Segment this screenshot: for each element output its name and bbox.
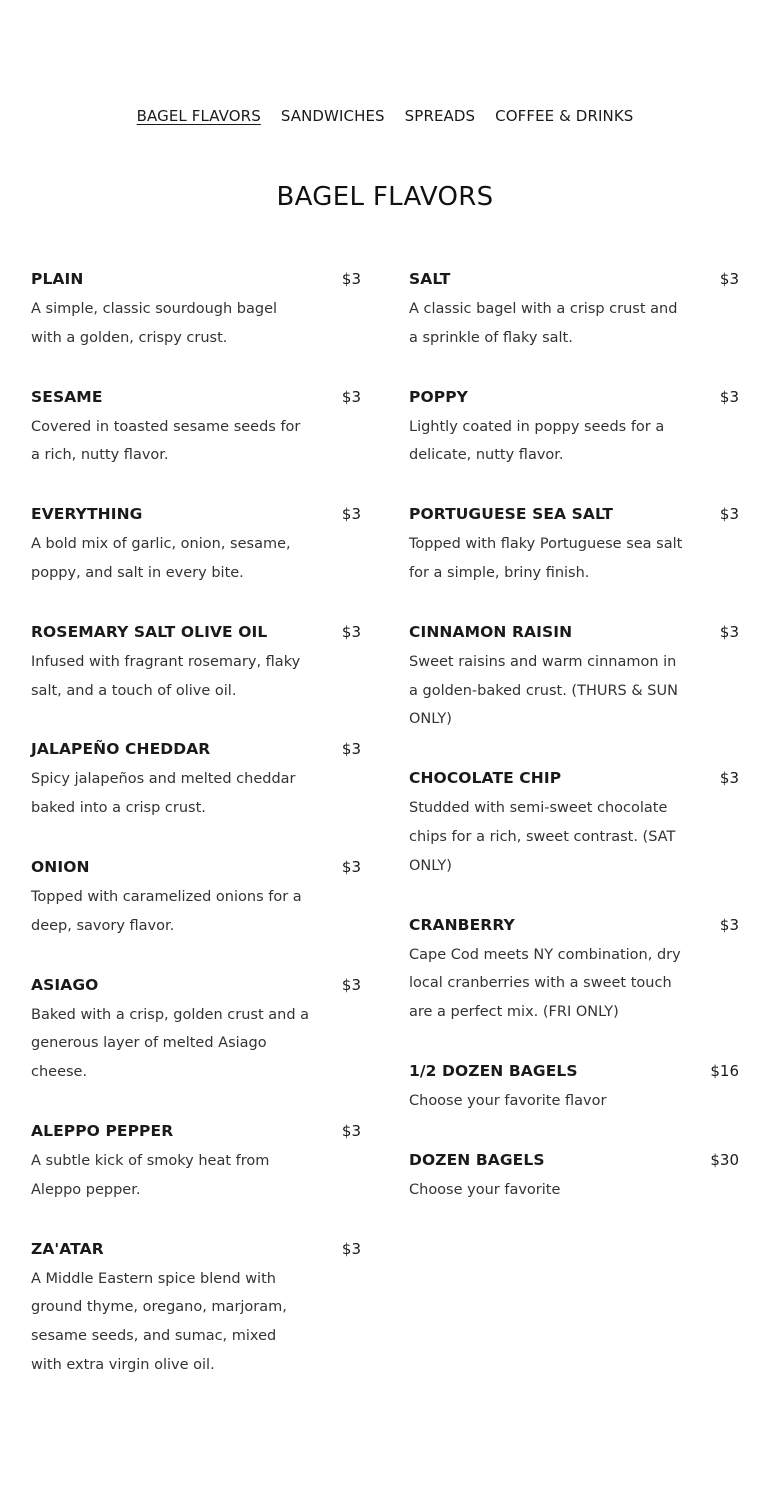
menu-item <box>409 1147 739 1205</box>
menu-item <box>31 736 361 823</box>
menu-item-name: SESAME <box>31 387 103 406</box>
menu-item-header <box>409 501 739 527</box>
menu-item <box>409 266 739 353</box>
menu-item-header <box>31 972 361 998</box>
menu-item-price: $3 <box>341 1239 361 1258</box>
top-nav <box>0 104 770 128</box>
menu-item-name: PORTUGUESE SEA SALT <box>409 505 614 524</box>
menu-item-price: $3 <box>341 975 361 994</box>
menu-item-description: Lightly coated in poppy seeds for a delicate, nutty flavor. <box>409 418 665 464</box>
menu-item-description: Covered in toasted sesame seeds for a rich, nutty flavor. <box>31 418 301 464</box>
menu-item <box>31 384 361 471</box>
menu-item-name: EVERYTHING <box>31 505 143 524</box>
menu-item-header <box>31 266 361 292</box>
menu-item-name: PLAIN <box>31 270 84 288</box>
menu-item-price: $3 <box>341 1121 361 1140</box>
menu-item-header <box>409 912 739 938</box>
menu-item-description: A Middle Eastern spice blend with ground thyme, oregano, marjoram, sesame seeds, and sumac, mixed with extra virgin olive oil. <box>31 1270 287 1373</box>
menu-item-name: POPPY <box>409 387 468 406</box>
menu-item-header <box>409 765 739 791</box>
menu-item-description: Topped with caramelized onions for a deep, savory flavor. <box>31 888 302 934</box>
menu-item-name: ROSEMARY SALT OLIVE OIL <box>31 622 268 641</box>
menu-item-header <box>31 854 361 880</box>
menu-item <box>31 266 361 353</box>
menu-item-name: 1/2 DOZEN BAGELS <box>409 1061 578 1080</box>
menu-item-name: ALEPPO PEPPER <box>31 1121 174 1140</box>
menu-item <box>409 912 739 1027</box>
menu-item-price: $16 <box>710 1061 739 1080</box>
menu-item-name: JALAPEÑO CHEDDAR <box>31 740 211 759</box>
menu-item-description: Choose your favorite flavor <box>409 1092 607 1109</box>
menu-item <box>409 384 739 471</box>
menu-item-description: Baked with a crisp, golden crust and a generous layer of melted Asiago cheese. <box>31 1006 310 1081</box>
nav-link-coffee-drinks[interactable]: COFFEE & DRINKS <box>495 107 634 125</box>
menu-item-name: ZA'ATAR <box>31 1239 104 1258</box>
menu-item-price: $3 <box>719 505 739 524</box>
menu-item-header <box>409 1058 739 1084</box>
menu-item-header <box>31 1118 361 1144</box>
menu-item-header <box>409 1147 739 1173</box>
menu-item-name: ONION <box>31 857 90 876</box>
page-title: BAGEL FLAVORS <box>276 182 494 212</box>
menu-item-header <box>409 266 739 292</box>
menu-item-description: A classic bagel with a crisp crust and a sprinkle of flaky salt. <box>409 301 678 346</box>
menu-item-price: $3 <box>341 857 361 876</box>
menu-item-description: A bold mix of garlic, onion, sesame, poppy, and salt in every bite. <box>31 536 291 581</box>
menu-item-description: Choose your favorite <box>409 1181 561 1198</box>
menu-item <box>31 501 361 588</box>
menu-item-description: A simple, classic sourdough bagel with a golden, crispy crust. <box>31 301 278 346</box>
menu-item-name: CINNAMON RAISIN <box>409 622 573 641</box>
menu-item-header <box>31 619 361 645</box>
menu-item-description: Studded with semi-sweet chocolate chips for a rich, sweet contrast. (SAT ONLY) <box>409 800 676 874</box>
menu-item-header <box>31 384 361 410</box>
menu-item-price: $3 <box>719 622 739 641</box>
menu-item-price: $3 <box>341 622 361 641</box>
menu-item-name: CHOCOLATE CHIP <box>409 769 562 788</box>
menu-item-price: $3 <box>341 505 361 524</box>
menu-item-price: $3 <box>341 270 361 288</box>
menu-item <box>409 1058 739 1116</box>
menu-item <box>409 765 739 880</box>
menu-item-header <box>31 736 361 762</box>
menu-item <box>31 972 361 1087</box>
menu-item-description: Cape Cod meets NY combination, dry local cranberries with a sweet touch are a perfect mix. (FRI ONLY) <box>409 946 681 1021</box>
menu-item-header <box>409 384 739 410</box>
menu-item-header <box>409 619 739 645</box>
menu-item-description: A subtle kick of smoky heat from Aleppo pepper. <box>31 1152 270 1198</box>
menu-column-left <box>31 266 361 1411</box>
menu-column-right <box>409 266 739 1236</box>
nav-link-bagel-flavors[interactable]: BAGEL FLAVORS <box>136 107 261 125</box>
menu-item-price: $3 <box>719 915 739 934</box>
menu-item-price: $3 <box>719 769 739 788</box>
nav-link-spreads[interactable]: SPREADS <box>404 107 476 125</box>
menu-item-name: SALT <box>409 270 451 288</box>
menu-item-header <box>31 501 361 527</box>
menu-item-price: $3 <box>341 740 361 759</box>
menu-item-description: Infused with fragrant rosemary, flaky salt, and a touch of olive oil. <box>31 653 301 699</box>
menu-item <box>409 619 739 734</box>
menu-item-name: CRANBERRY <box>409 915 515 934</box>
menu-item <box>409 501 739 588</box>
menu-item-price: $3 <box>341 387 361 406</box>
menu-item <box>31 854 361 941</box>
menu-item-name: ASIAGO <box>31 975 99 994</box>
nav-link-sandwiches[interactable]: SANDWICHES <box>280 107 385 125</box>
menu-item-description: Spicy jalapeños and melted cheddar baked into a crisp crust. <box>31 771 296 817</box>
menu-item-price: $30 <box>710 1150 739 1169</box>
menu-item <box>31 619 361 706</box>
menu-item-name: DOZEN BAGELS <box>409 1150 545 1169</box>
menu-item-price: $3 <box>719 387 739 406</box>
menu-item-description: Sweet raisins and warm cinnamon in a golden-baked crust. (THURS & SUN ONLY) <box>409 653 678 728</box>
menu-item <box>31 1236 361 1380</box>
menu-item <box>31 1118 361 1205</box>
menu-item-price: $3 <box>719 270 739 288</box>
menu-item-description: Topped with flaky Portuguese sea salt for a simple, briny finish. <box>409 536 683 581</box>
menu-item-header <box>31 1236 361 1262</box>
